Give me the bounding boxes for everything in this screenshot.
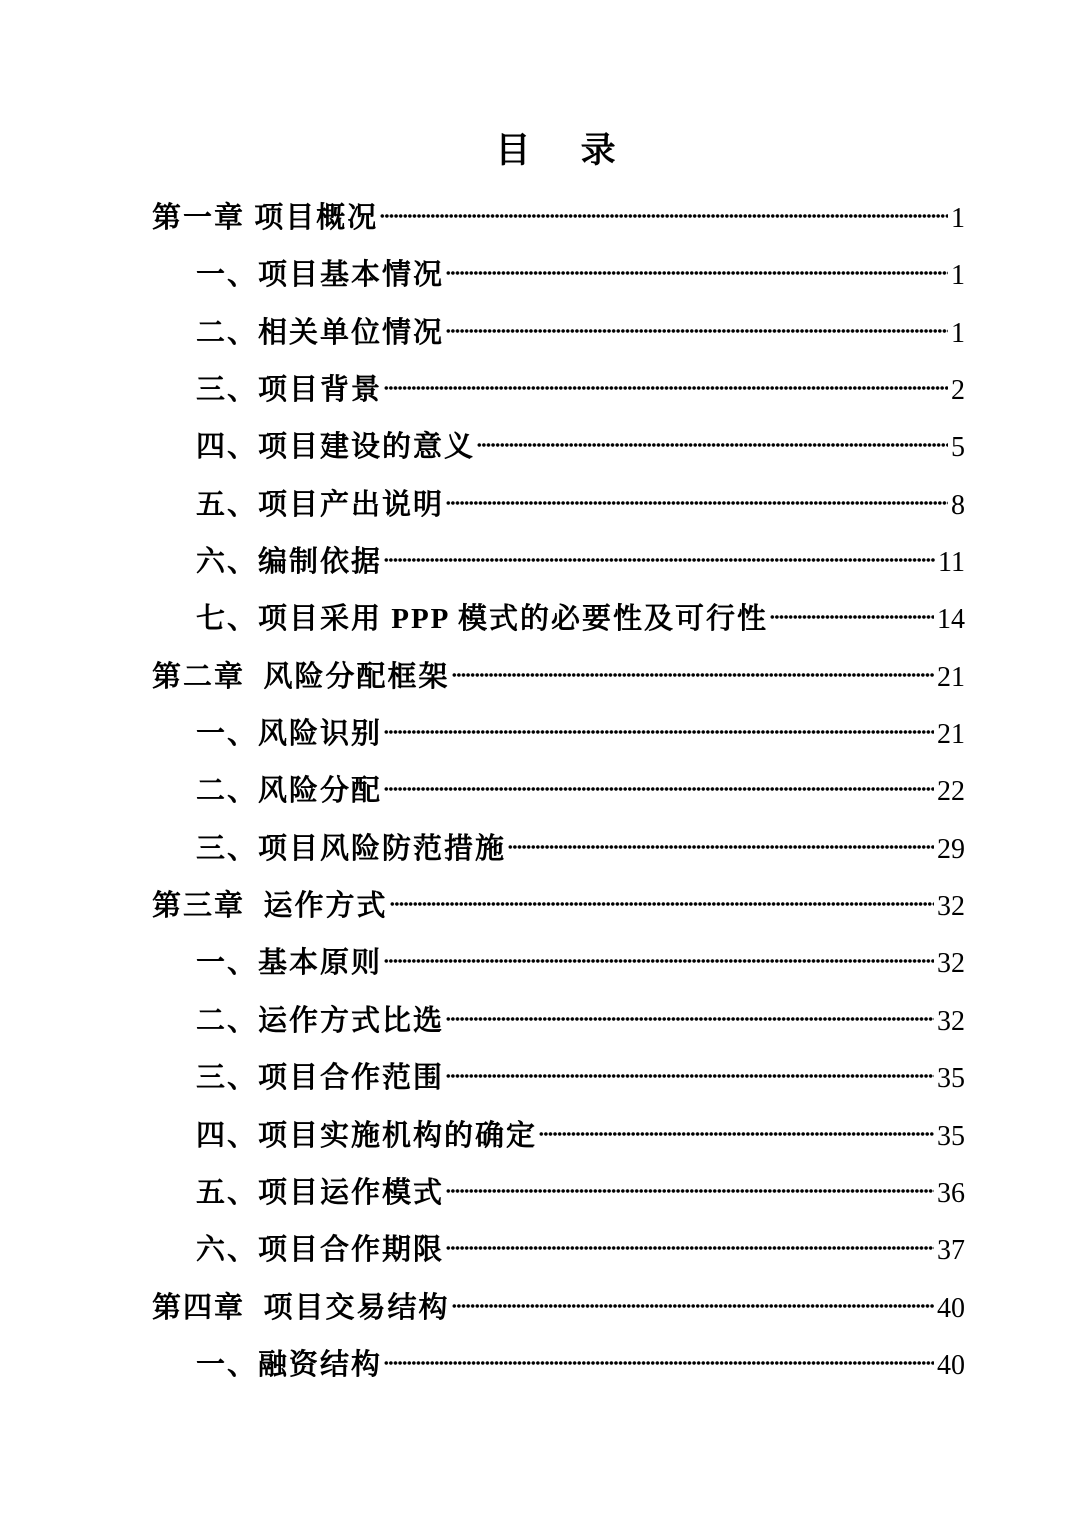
toc-entry-label: 五、项目运作模式	[196, 1176, 445, 1209]
dot-leader	[446, 1245, 934, 1251]
dot-leader	[384, 958, 934, 964]
toc-entry-section[interactable]	[152, 1061, 965, 1118]
toc-entry-label: 五、项目产出说明	[196, 488, 445, 521]
toc-entry-page: 35	[937, 1120, 965, 1152]
toc-entry-page: 32	[937, 891, 965, 923]
dot-leader	[446, 1073, 934, 1079]
toc-entry-label: 三、项目合作范围	[196, 1062, 445, 1095]
dot-leader	[539, 1131, 934, 1137]
dot-leader	[446, 1016, 934, 1022]
toc-entry-section[interactable]	[152, 373, 965, 430]
toc-entry-label: 六、项目合作期限	[196, 1234, 445, 1267]
toc-entry-chapter-4[interactable]	[152, 1291, 965, 1348]
toc-entry-label: 一、融资结构	[196, 1348, 383, 1381]
dot-leader	[446, 500, 948, 506]
toc-entry-page: 32	[937, 1005, 965, 1037]
toc-entry-label: 二、相关单位情况	[196, 316, 445, 349]
dot-leader	[384, 1360, 934, 1366]
toc-entry-page: 8	[951, 489, 965, 521]
toc-entry-page: 29	[937, 833, 965, 865]
toc-entry-page: 35	[937, 1063, 965, 1095]
toc-entry-section[interactable]	[152, 1004, 965, 1061]
toc-entry-page: 32	[937, 948, 965, 980]
toc-entry-section[interactable]	[152, 602, 965, 659]
page-title: 目 录	[495, 131, 622, 170]
toc-entry-page: 21	[937, 719, 965, 751]
toc-entry-label: 一、项目基本情况	[196, 259, 445, 292]
toc-entry-section[interactable]	[152, 946, 965, 1003]
toc-entry-section[interactable]	[152, 1348, 965, 1405]
toc-entry-section[interactable]	[152, 545, 965, 602]
toc-entry-label: 四、项目建设的意义	[196, 431, 476, 464]
toc-entry-section[interactable]	[152, 258, 965, 315]
dot-leader	[446, 1188, 934, 1194]
dot-leader	[384, 385, 948, 391]
toc-entry-page: 40	[937, 1349, 965, 1381]
toc-entry-chapter-3[interactable]	[152, 889, 965, 946]
toc-entry-page: 40	[937, 1292, 965, 1324]
toc-entry-label: 六、编制依据	[196, 546, 383, 579]
toc-entry-page: 1	[951, 317, 965, 349]
toc-entry-label: 二、运作方式比选	[196, 1004, 445, 1037]
dot-leader	[446, 270, 948, 276]
toc-entry-section[interactable]	[152, 430, 965, 487]
toc-entry-section[interactable]	[152, 1119, 965, 1176]
toc-entry-section[interactable]	[152, 774, 965, 831]
dot-leader	[770, 614, 934, 620]
toc-entry-label: 三、项目风险防范措施	[196, 832, 507, 865]
toc-entry-label: 二、风险分配	[196, 775, 383, 808]
toc-entry-section[interactable]	[152, 832, 965, 889]
toc-entry-section[interactable]	[152, 717, 965, 774]
toc-entry-page: 11	[938, 547, 965, 579]
toc-entry-chapter-1[interactable]	[152, 201, 965, 258]
toc-entry-section[interactable]	[152, 1176, 965, 1233]
toc-entry-page: 22	[937, 776, 965, 808]
dot-leader	[380, 213, 948, 219]
toc-entry-page: 37	[937, 1235, 965, 1267]
toc-entry-chapter-2[interactable]	[152, 660, 965, 717]
toc-entry-label: 一、基本原则	[196, 947, 383, 980]
dot-leader	[384, 557, 935, 563]
dot-leader	[508, 844, 934, 850]
dot-leader	[390, 901, 934, 907]
toc-entry-label: 一、风险识别	[196, 718, 383, 751]
toc-entry-page: 21	[937, 661, 965, 693]
dot-leader	[384, 786, 934, 792]
toc-entry-page: 2	[951, 375, 965, 407]
toc-entry-label: 七、项目采用 PPP 模式的必要性及可行性	[196, 603, 769, 636]
toc-entry-section[interactable]	[152, 488, 965, 545]
dot-leader	[452, 1303, 934, 1309]
toc-entry-page: 1	[951, 260, 965, 292]
dot-leader	[452, 672, 934, 678]
dot-leader	[446, 328, 948, 334]
toc-entry-label: 第三章 运作方式	[152, 890, 388, 923]
toc-entry-page: 36	[937, 1177, 965, 1209]
toc-entry-section[interactable]	[152, 316, 965, 373]
toc-entry-label: 第四章 项目交易结构	[152, 1291, 450, 1324]
dot-leader	[477, 442, 948, 448]
toc-entry-page: 1	[951, 203, 965, 234]
dot-leader	[384, 729, 934, 735]
toc-entry-label: 四、项目实施机构的确定	[196, 1119, 538, 1152]
toc-entry-page: 5	[951, 432, 965, 464]
table-of-contents	[152, 201, 965, 1405]
toc-entry-label: 三、项目背景	[196, 374, 383, 407]
toc-entry-section[interactable]	[152, 1233, 965, 1290]
toc-entry-page: 14	[937, 604, 965, 636]
toc-entry-label: 第一章 项目概况	[152, 202, 379, 234]
toc-entry-label: 第二章 风险分配框架	[152, 660, 450, 693]
